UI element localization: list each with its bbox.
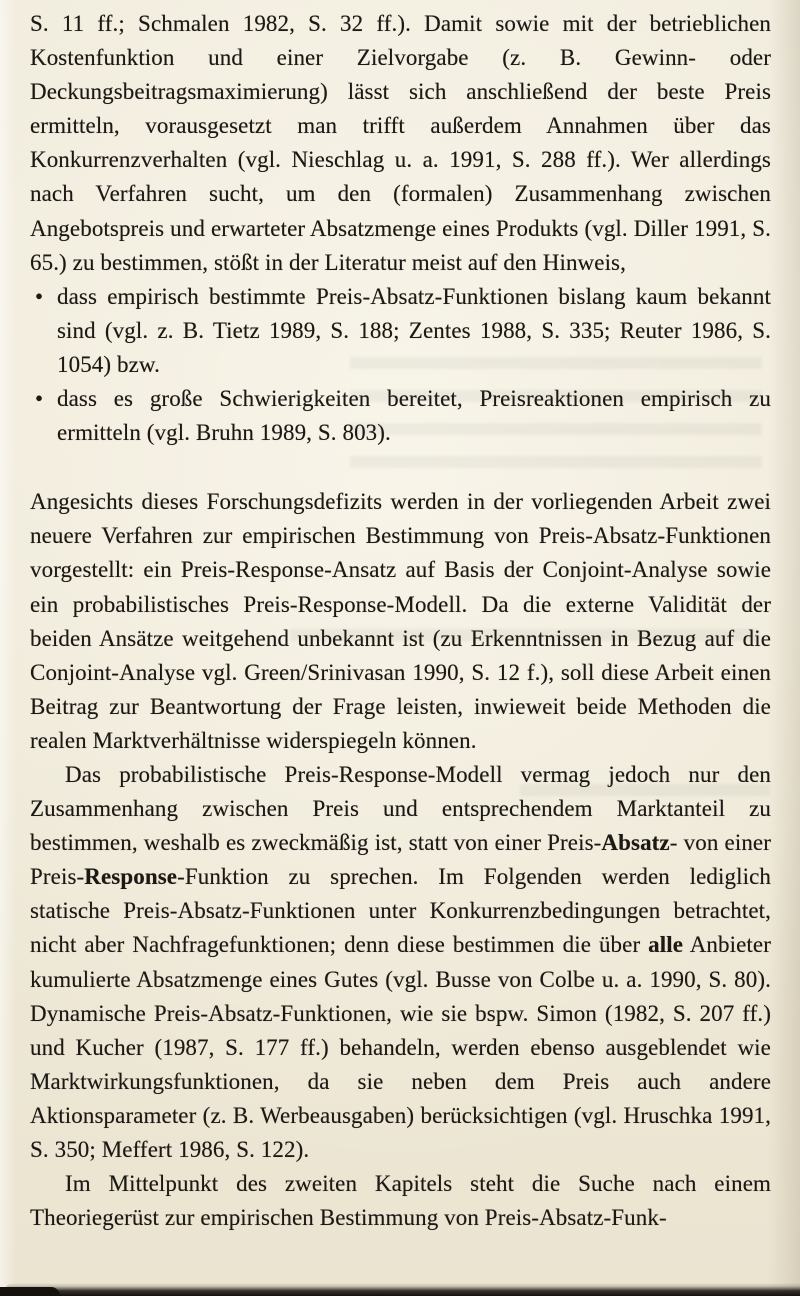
- text-run: dass es große Schwierigkeiten bereitet, Preisreaktionen empirisch zu ermitteln (vgl. Bruhn 1989, S. 803).: [57, 386, 771, 446]
- text-run: - von einer Preis-: [30, 830, 771, 890]
- text-run: -Funktion zu sprechen. Im Folgenden werden lediglich statische Preis-Absatz-Funktionen unter Konkurrenzbedingungen betrachtet, nicht aber Nachfragefunktionen; denn diese bestimmen die über: [30, 864, 771, 958]
- paragraph-5: [30, 758, 771, 1167]
- text-run: Im Mittelpunkt des zweiten Kapitels steht die Suche nach einem Theoriegerüst zur empirischen Bestimmung von Preis-Absatz-Funk-: [30, 1171, 771, 1231]
- text-run: Angesichts dieses Forschungsdefizits werden in der vorliegenden Arbeit zwei neuere Verfahren zur empirischen Bestimmung von Preis-Absatz-Funktionen vorgestellt: ein Preis-Response-Ansatz auf Basis der Conjoint-Analyse sowie ein probabilistisches Preis-Response-Modell. Da die externe Validität der beiden Ansätze weitgehend unbekannt ist (zu Erkenntnissen in Bezug auf die Conjoint-Analyse vgl. Green/Srinivasan 1990, S. 12 f.), soll diese Arbeit einen Beitrag zur Beantwortung der Frage leisten, inwieweit beide Methoden die realen Marktverhältnisse widerspiegeln können.: [30, 489, 771, 753]
- text-run: Das probabilistische Preis-Response-Modell vermag jedoch nur den Zusammenhang zwischen Preis und entsprechendem Marktanteil zu bestimmen, weshalb es zweckmäßig ist, statt von einer Preis-: [30, 761, 771, 856]
- bullet-icon: •: [35, 386, 44, 412]
- paragraph-4: [30, 485, 771, 758]
- emphasized-text: Response: [84, 864, 178, 890]
- body-text: [30, 7, 771, 1235]
- bullet-item: [30, 280, 771, 382]
- bullet-item: [30, 382, 771, 450]
- emphasized-text: alle: [648, 932, 684, 958]
- bullet-icon: •: [35, 283, 44, 309]
- text-run: S. 11 ff.; Schmalen 1982, S. 32 ff.). Damit sowie mit der betrieblichen Kostenfunktion und einer Zielvorgabe (z. B. Gewinn- oder Deckungsbeitragsmaximierung) lässt sich anschließend der beste Preis ermitteln, vorausgesetzt man trifft außerdem Annahmen über das Konkurrenzverhalten (vgl. Nieschlag u. a. 1991, S. 288 ff.). Wer allerdings nach Verfahren sucht, um den (formalen) Zusammenhang zwischen Angebotspreis und erwarteter Absatzmenge eines Produkts (vgl. Diller 1991, S. 65.) zu bestimmen, stößt in der Literatur meist auf den Hinweis,: [30, 11, 771, 275]
- scan-edge-shadow: [6, 1283, 800, 1296]
- emphasized-text: Absatz: [601, 830, 670, 856]
- paragraph-6: [30, 1167, 771, 1235]
- text-run: dass empirisch bestimmte Preis-Absatz-Funktionen bislang kaum bekannt sind (vgl. z. B. Tietz 1989, S. 188; Zentes 1988, S. 335; Reuter 1986, S. 1054) bzw.: [57, 283, 771, 377]
- text-run: Anbieter kumulierte Absatzmenge eines Gutes (vgl. Busse von Colbe u. a. 1990, S. 80). Dynamische Preis-Absatz-Funktionen, wie sie bspw. Simon (1982, S. 207 ff.) und Kucher (1987, S. 177 ff.) behandeln, werden ebenso ausgeblendet wie Marktwirkungsfunktionen, da sie neben dem Preis auch andere Aktionsparameter (z. B. Werbeausgaben) berücksichtigen (vgl. Hruschka 1991, S. 350; Meffert 1986, S. 122).: [30, 932, 771, 1162]
- paragraph-1: [30, 7, 771, 280]
